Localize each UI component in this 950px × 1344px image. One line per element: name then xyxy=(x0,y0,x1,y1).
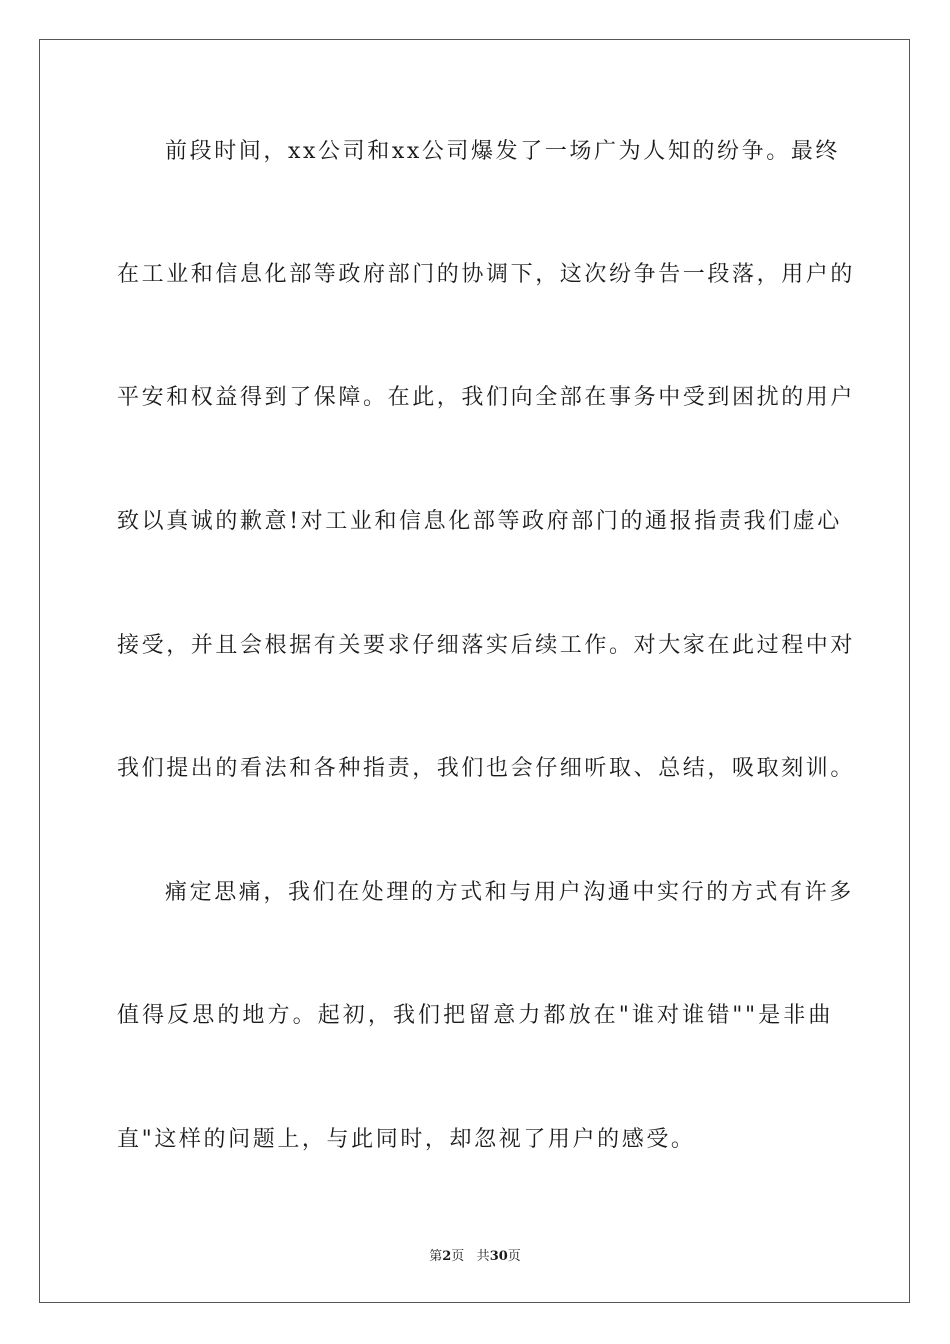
paragraph-1-line-4: 致以真诚的歉意!对工业和信息化部等政府部门的通报指责我们虚心 xyxy=(117,509,842,534)
total-pages-number: 30 xyxy=(489,1249,508,1264)
paragraph-2-line-2: 值得反思的地方。起初，我们把留意力都放在"谁对谁错""是非曲 xyxy=(117,1003,833,1028)
paragraph-2-line-3: 直"这样的问题上，与此同时，却忽视了用户的感受。 xyxy=(117,1127,696,1152)
paragraph-1-line-3: 平安和权益得到了保障。在此，我们向全部在事务中受到困扰的用户 xyxy=(117,385,856,410)
page-border xyxy=(39,39,910,1303)
paragraph-1-line-2: 在工业和信息化部等政府部门的协调下，这次纷争告一段落，用户的 xyxy=(117,262,856,287)
footer-total-prefix: 共 xyxy=(476,1249,490,1264)
paragraph-2-line-1: 痛定思痛，我们在处理的方式和与用户沟通中实行的方式有许多 xyxy=(165,880,854,905)
page-footer xyxy=(0,1248,950,1266)
paragraph-1-line-1: 前段时间，xx公司和xx公司爆发了一场广为人知的纷争。最终 xyxy=(165,139,841,164)
paragraph-1-line-5: 接受，并且会根据有关要求仔细落实后续工作。对大家在此过程中对 xyxy=(117,633,856,658)
footer-prefix: 第 xyxy=(429,1249,443,1264)
paragraph-1-line-6: 我们提出的看法和各种指责，我们也会仔细听取、总结，吸取刻训。 xyxy=(117,756,856,781)
footer-page-word: 页 xyxy=(451,1249,465,1264)
footer-total-suffix: 页 xyxy=(507,1249,521,1264)
current-page-number: 2 xyxy=(442,1249,452,1264)
